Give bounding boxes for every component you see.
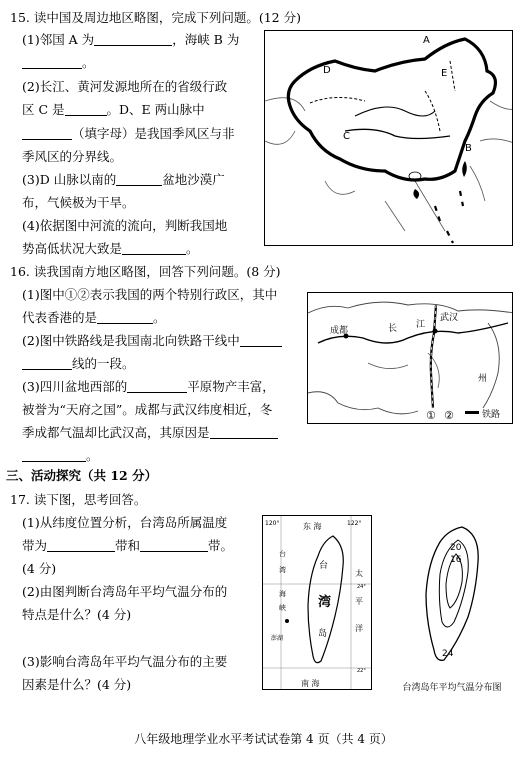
lon-120: 120° (265, 520, 280, 527)
q17-blank-b[interactable] (140, 539, 208, 552)
q16-line2 (22, 331, 282, 349)
q15-blank-a[interactable] (94, 33, 172, 46)
q15-blank-d[interactable] (22, 127, 72, 140)
q15-text: 。 (186, 241, 199, 256)
isotherm-caption: 台湾岛年平均气温分布图 (402, 683, 502, 693)
city-wuhan: 武汉 (440, 313, 459, 323)
map-zhou: 州 (478, 374, 488, 384)
label-tai-pacific: 太 (355, 569, 363, 578)
legend-mark-1: ① (426, 409, 436, 422)
label-strait-3: 海 (279, 590, 286, 598)
q15-line1 (22, 30, 239, 48)
q17-text: 带。 (208, 538, 234, 553)
q16-line3 (22, 377, 275, 395)
q16-blank-b[interactable] (240, 334, 282, 347)
q17-title: 17. 读下图，思考回答。 (10, 492, 147, 507)
q17-line1c: (4 分) (22, 561, 57, 576)
q15-text: 区 C 是 (22, 102, 65, 117)
china-map (264, 30, 513, 246)
q17-line2: (2)由图判断台湾岛年平均气温分布的 (22, 584, 228, 599)
q16-blank-e[interactable] (210, 426, 278, 439)
label-east-sea: 东 海 (303, 522, 322, 531)
label-ping: 平 (355, 597, 363, 606)
q15-text: ，海峡 B 为 (172, 32, 240, 47)
q15-blank-b[interactable] (22, 56, 82, 69)
lat-24: 24° (357, 584, 366, 590)
isotherm-20: 20 (450, 543, 462, 553)
label-south-sea: 南 海 (301, 679, 320, 688)
river-char-2: 江 (416, 320, 426, 330)
q15-line2: (2)长江、黄河发源地所在的省级行政 (22, 79, 228, 94)
q15-text: 势高低状况大致是 (22, 241, 123, 256)
taiwan-map (262, 515, 372, 690)
q15-text: (1)邻国 A 为 (22, 32, 95, 47)
q17-line2b: 特点是什么？(4 分) (22, 607, 132, 622)
q15-blank-f[interactable] (122, 242, 186, 255)
q16-line3b: 被誉为“天府之国”。成都与武汉纬度相近，冬 (22, 402, 273, 417)
q15-blank-c[interactable] (65, 103, 107, 116)
q16-text: (3)四川盆地西部的 (22, 379, 128, 394)
q17-line1b (22, 536, 233, 554)
lat-22: 22° (357, 668, 366, 674)
q16-text: 季成都气温却比武汉高，其原因是 (22, 425, 210, 440)
q17-line1: (1)从纬度位置分析，台湾岛所属温度 (22, 515, 228, 530)
q17-text: 带和 (115, 538, 141, 553)
label-dao: 岛 (318, 629, 328, 639)
legend-railway-icon (465, 411, 479, 414)
q15-line4b (22, 239, 199, 257)
city-chengdu: 成都 (330, 326, 349, 336)
q15-line3b: 布，气候极为干旱。 (22, 195, 135, 210)
q15-line3 (22, 170, 225, 188)
q15-text: 盆地沙漠广 (162, 172, 225, 187)
section-title: 三、活动探究（共 12 分） (6, 468, 158, 483)
q16-line3d (22, 446, 99, 464)
q16-blank-f[interactable] (22, 449, 86, 462)
q16-line3c (22, 423, 278, 441)
map-label-b: B (465, 143, 472, 154)
river-char-1: 长 (388, 324, 398, 334)
label-strait-4: 峡 (279, 604, 286, 612)
label-yang: 洋 (355, 624, 363, 633)
map-label-e: E (441, 68, 448, 79)
map-label-d: D (323, 65, 331, 76)
legend-railway-label: 铁路 (482, 410, 501, 420)
q15-title: 15. 读中国及周边地区略图，完成下列问题。(12 分) (10, 10, 301, 25)
q15-line4: (4)依据图中河流的流向，判断我国地 (22, 218, 228, 233)
q16-blank-a[interactable] (97, 311, 153, 324)
q15-text: （填字母）是我国季风区与非 (72, 126, 235, 141)
label-tai: 台 (319, 561, 329, 571)
label-penghu: 澎湖 (271, 635, 284, 642)
q16-title: 16. 读我国南方地区略图，回答下列问题。(8 分) (10, 264, 281, 279)
q15-line2d: 季风区的分界线。 (22, 149, 123, 164)
q17-blank-a[interactable] (47, 539, 115, 552)
q17-text: 带为 (22, 538, 48, 553)
south-china-map (307, 292, 513, 424)
q16-blank-d[interactable] (127, 380, 187, 393)
page-footer: 八年级地理学业水平考试试卷第 4 页（共 4 页） (134, 732, 393, 746)
label-strait-1: 台 (279, 550, 286, 558)
q16-text: 线的一段。 (72, 356, 135, 371)
isotherm-16: 16 (450, 555, 462, 565)
map-label-a: A (423, 35, 430, 46)
q16-text: 平原物产丰富， (187, 379, 275, 394)
label-wan: 湾 (318, 595, 332, 610)
q15-line2b (22, 100, 205, 118)
q16-blank-c[interactable] (22, 357, 72, 370)
q15-text: 。D、E 两山脉中 (106, 102, 205, 117)
q16-text: 代表香港的是 (22, 310, 98, 325)
q15-line1b (22, 53, 95, 71)
q16-text: 。 (86, 448, 99, 463)
lon-122: 122° (347, 520, 362, 527)
q16-line1: (1)图中①②表示我国的两个特别行政区，其中 (22, 287, 278, 302)
q17-line3b: 因素是什么？(4 分) (22, 677, 132, 692)
q15-text: 。 (82, 55, 95, 70)
map-label-c: C (343, 131, 350, 142)
q16-line1b (22, 308, 166, 326)
q16-text: (2)图中铁路线是我国南北向铁路干线中 (22, 333, 240, 348)
isotherm-24: 24 (442, 649, 454, 659)
q15-line2c (22, 124, 235, 142)
label-strait-2: 湾 (279, 566, 286, 574)
q17-line3: (3)影响台湾岛年平均气温分布的主要 (22, 654, 228, 669)
q16-text: 。 (153, 310, 166, 325)
q15-text: (3)D 山脉以南的 (22, 172, 117, 187)
taiwan-isotherm-map (392, 522, 512, 698)
q16-line2b (22, 354, 135, 372)
q15-blank-e[interactable] (116, 173, 162, 186)
legend-mark-2: ② (444, 409, 454, 422)
